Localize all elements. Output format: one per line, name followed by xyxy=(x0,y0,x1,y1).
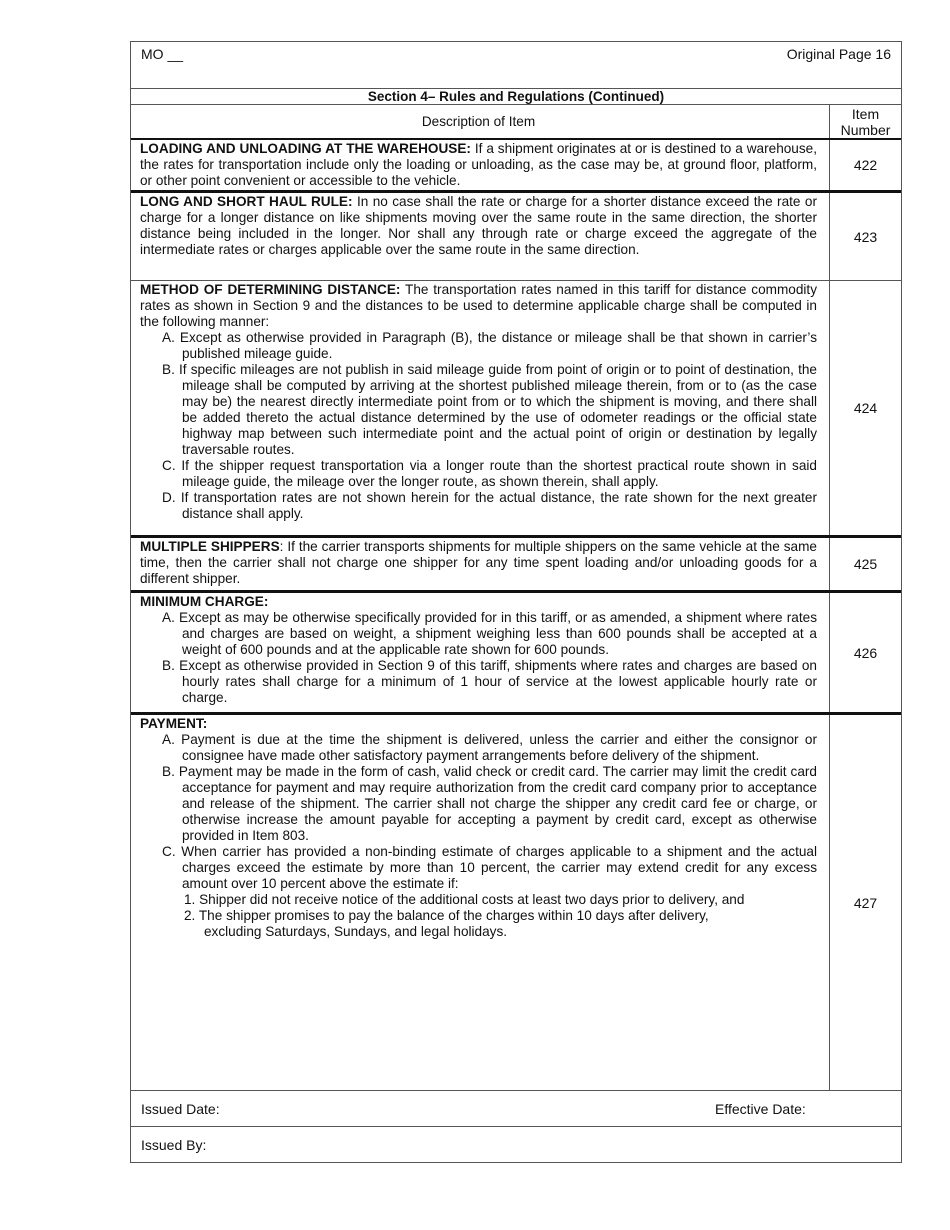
sub-item: B. Payment may be made in the form of cash, valid check or credit card. The carrier may limit the credit card acceptance for payment and may require authorization from the credit card company prior to acceptance and release of the shipment. The carrier shall not charge the shipper any credit card fee or charge, or otherwise increase the amount payable for accepting a payment by credit card, except as otherwise provided in Item 803. xyxy=(162,764,817,843)
tariff-code: MO __ xyxy=(141,46,184,62)
sub-item: A. Except as may be otherwise specifically provided for in this tariff, or as amended, a shipment where rates and charges are based on weight, a shipment weighing less than 600 pounds shall be accepted at a weight of 600 pounds and at the applicable rate shown for 600 pounds. xyxy=(162,610,817,657)
sub-item: D. If transportation rates are not shown herein for the actual distance, the rate shown for the next greater distance shall apply. xyxy=(162,490,817,521)
sub-item: B. Except as otherwise provided in Section 9 of this tariff, shipments where rates and charges are based on hourly rates shall charge for a minimum of 1 hour of service at the lowest applicable hourly rate or charge. xyxy=(162,658,817,705)
column-header-row xyxy=(131,105,901,139)
item-title: MINIMUM CHARGE: xyxy=(140,594,269,609)
item-title: PAYMENT: xyxy=(140,716,208,731)
page-number: Original Page 16 xyxy=(786,46,891,62)
sub-item: A. Payment is due at the time the shipment is delivered, unless the carrier and either the consignor or consignee have made other satisfactory payment arrangements before delivery of the shipment. xyxy=(162,732,817,763)
item-text: : If the carrier transports shipments for multiple shippers on the same vehicle at the same time, then the carrier shall not charge one shipper for any time spent loading and/or unloading goods for a different shipper. xyxy=(140,539,817,586)
item-number: 426 xyxy=(853,644,878,661)
item-row-423 xyxy=(131,193,901,281)
item-text: The transportation rates named in this tariff for distance commodity rates as shown in Section 9 and the distances to be used to determine applicable charge shall be computed in the following manner: xyxy=(140,282,817,329)
item-row-426 xyxy=(131,593,901,715)
item-row-427 xyxy=(131,715,901,1090)
section-title: Section 4– Rules and Regulations (Continued) xyxy=(131,89,901,105)
sub-item: C. When carrier has provided a non-binding estimate of charges applicable to a shipment and the actual charges exceed the estimate by more than 10 percent, the carrier may extend credit for any excess amount over 10 percent above the estimate if: xyxy=(162,844,817,891)
item-title: MULTIPLE SHIPPERS xyxy=(140,539,280,554)
item-title: LOADING AND UNLOADING AT THE WAREHOUSE: xyxy=(140,141,471,156)
column-header-item-number: Item Number xyxy=(840,105,891,138)
sub-item: C. If the shipper request transportation via a longer route than the shortest practical route shown in said mileage guide, the mileage over the longer route, as shown therein, shall apply. xyxy=(162,458,817,489)
footer-issuer xyxy=(131,1126,901,1162)
column-header-description: Description of Item xyxy=(131,105,830,138)
item-number: 424 xyxy=(853,400,878,416)
item-row-422 xyxy=(131,138,901,193)
item-number: 425 xyxy=(853,556,878,572)
item-number: 423 xyxy=(853,228,878,245)
item-text: In no case shall the rate or charge for a shorter distance exceed the rate or charge for a longer distance on like shipments moving over the same route in the same direction, the shorter distance being included in the longer. Nor shall any through rate or charge exceed the aggregate of the intermediate rates or charges applicable over the same route in the same direction. xyxy=(140,194,817,257)
page-header xyxy=(131,42,901,89)
item-title: METHOD OF DETERMINING DISTANCE: xyxy=(140,282,401,297)
item-row-425 xyxy=(131,538,901,593)
effective-date-label: Effective Date: xyxy=(715,1101,806,1117)
item-number: 422 xyxy=(853,157,878,173)
sub-item: B. If specific mileages are not publish in said mileage guide from point of origin or to point of destination, the mileage shall be computed by arriving at the shortest published mileage therein, from or to (as the case may be) the nearest directly intermediate point from or to which the shipment is moving, and there shall be added thereto the actual distance determined by the use of odometer readings or the official state highway map between such intermediate point and the actual point of origin or destination by legally traversable routes. xyxy=(162,362,817,457)
issued-by-label: Issued By: xyxy=(141,1137,207,1153)
numbered-item-continuation: excluding Saturdays, Sundays, and legal holidays. xyxy=(204,924,508,939)
item-number: 427 xyxy=(853,894,878,911)
numbered-item: 2. The shipper promises to pay the balance of the charges within 10 days after delivery, xyxy=(184,908,709,923)
item-row-424 xyxy=(131,281,901,538)
footer-dates xyxy=(131,1090,901,1126)
issued-date-label: Issued Date: xyxy=(141,1101,220,1117)
item-text: If a shipment originates at or is destined to a warehouse, the rates for transportation include only the loading or unloading, as the case may be, at ground floor, platform, or other point convenient or accessible to the vehicle. xyxy=(140,141,818,188)
tariff-page xyxy=(130,41,902,1163)
sub-item: A. Except as otherwise provided in Paragraph (B), the distance or mileage shall be that shown in carrier’s published mileage guide. xyxy=(162,330,817,361)
item-title: LONG AND SHORT HAUL RULE: xyxy=(140,194,353,209)
numbered-item: 1. Shipper did not receive notice of the additional costs at least two days prior to delivery, and xyxy=(184,892,745,907)
